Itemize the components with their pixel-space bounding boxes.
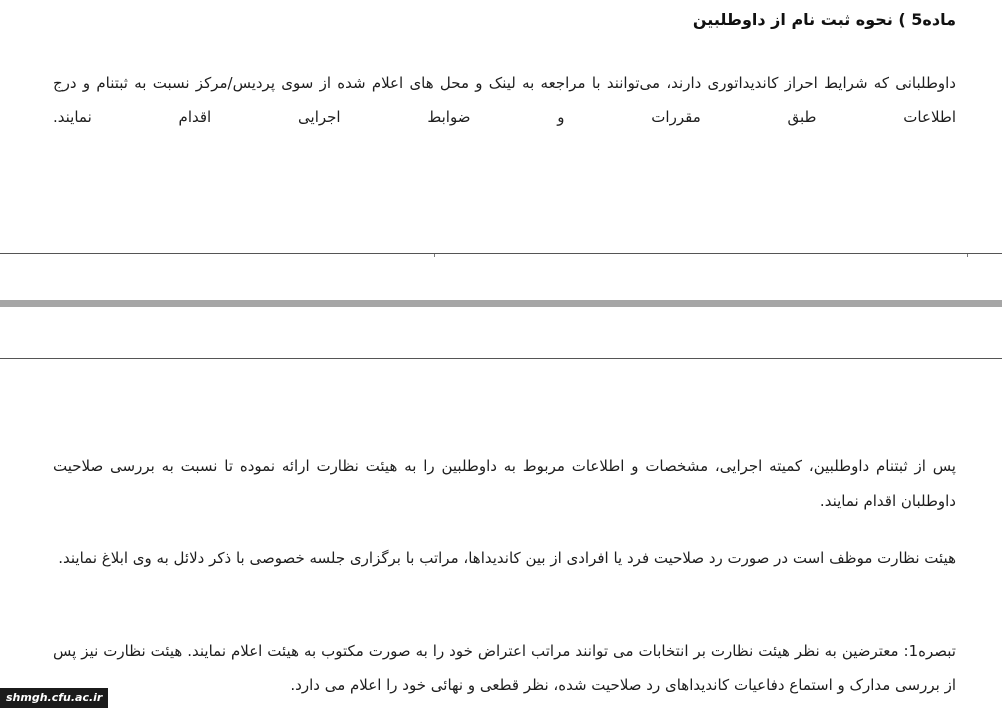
horizontal-rule-top [0,253,1002,254]
rule-tick [434,254,435,257]
horizontal-rule-thick [0,300,1002,307]
paragraph-review: پس از ثبتنام داوطلبین، کمیته اجرایی، مشخصات و اطلاعات مربوط به داوطلبین را به هیئت نظارت ارائه نموده تا نسبت به بررسی صلاحیت داوطلبان اقدام نمایند. [53,457,956,510]
paragraph-note-1: تبصره1: معترضین به نظر هیئت نظارت بر انتخابات می توانند مراتب اعتراض خود را به صورت مکتوب به هیئت اعلام نمایند. هیئت نظارت نیز پس از بررسی مدارک و استماع دفاعیات کاندیداهای رد صلاحیت شده، نظر قطعی و نهائی خود را اعلام می دارد. [53,642,956,694]
article-heading: ماده5 ) نحوه ثبت نام از داوطلبین [692,10,956,29]
site-watermark: shmgh.cfu.ac.ir [0,688,108,708]
paragraph-rejection: هیئت نظارت موظف است در صورت رد صلاحیت فرد یا افرادی از بین کاندیداها، مراتب با برگزاری جلسه خصوصی با ذکر دلائل به وی ابلاغ نمایند. [58,549,956,567]
rule-tick [967,254,968,257]
paragraph-registration: داوطلبانی که شرایط احراز کاندیداتوری دارند، می‌توانند با مراجعه به لینک و محل های اعلام شده از سوی پردیس/مرکز نسبت به ثبتنام و درج اطلاعات طبق مقررات و ضوابط اجرایی اقدام نمایند. [53,74,956,126]
horizontal-rule-bottom [0,358,1002,359]
